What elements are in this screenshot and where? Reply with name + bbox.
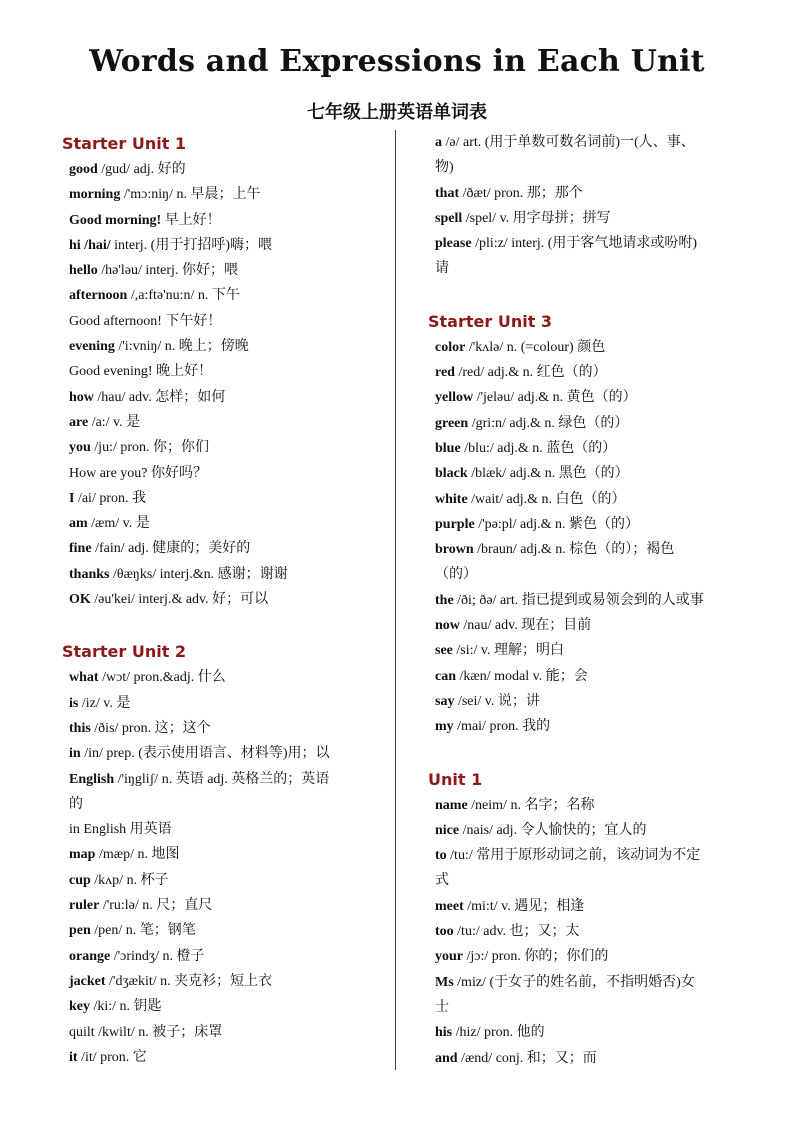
vocab-word: pen (69, 923, 91, 939)
vocab-entry (428, 385, 753, 410)
vocab-definition: 早上好！ (161, 212, 221, 228)
vocab-word: orange (69, 948, 111, 964)
vocab-definition: /spel/ v. 用字母拼；拼写 (462, 210, 611, 226)
vocab-entry (428, 1020, 753, 1045)
vocab-line (428, 256, 753, 281)
vocab-word: spell (435, 210, 463, 226)
vocab-word: OK (69, 592, 91, 608)
vocab-word: to (435, 848, 447, 864)
vocab-entry (62, 258, 384, 283)
vocab-definition: /jɔ:/ pron. 你的；你们的 (463, 949, 609, 965)
vocab-definition: /mæp/ n. 地图 (95, 847, 180, 863)
vocab-entry (62, 741, 384, 766)
vocab-entry (62, 893, 384, 918)
vocab-line (62, 792, 384, 817)
vocab-definition: /wait/ adj.& n. 白色（的） (467, 491, 626, 507)
vocab-line (62, 359, 384, 384)
vocab-definition: /wɔt/ pron.&adj. 什么 (98, 670, 226, 686)
unit-heading: Starter Unit 2 (62, 642, 187, 662)
vocab-definition: /gud/ adj. 好的 (97, 162, 186, 177)
vocab-definition: /nais/ adj. 令人愉快的；宜人的 (459, 822, 647, 838)
vocab-word: the (435, 592, 454, 608)
vocab-word: what (69, 670, 99, 686)
vocab-definition: /ju:/ pron. 你；你们 (90, 440, 210, 456)
vocab-definition: /,a:ftə'nu:n/ n. 下午 (127, 288, 240, 304)
vocab-word: a (435, 135, 442, 150)
vocab-entry (62, 716, 384, 741)
vocab-definition: /kæn/ modal v. 能；会 (456, 668, 588, 684)
vocab-word: afternoon (69, 288, 128, 304)
unit-heading: Unit 1 (428, 769, 483, 789)
vocab-word: blue (435, 440, 461, 456)
vocab-entry (428, 664, 753, 689)
vocab-entry (62, 208, 384, 233)
vocab-entry (428, 613, 753, 638)
vocab-definition: /'ɔrindʒ/ n. 橙子 (110, 948, 205, 964)
vocab-definition: /hiz/ pron. 他的 (452, 1025, 545, 1041)
vocab-entry (62, 842, 384, 867)
vocab-word: nice (435, 822, 460, 838)
vocab-definition: /'dʒækit/ n. 夹克衫；短上衣 (105, 973, 273, 989)
left-column (62, 130, 384, 1070)
vocab-word: hi /hai/ (69, 237, 111, 253)
vocab-word: this (69, 720, 91, 736)
vocab-word: I (69, 490, 75, 506)
vocab-entry (62, 435, 384, 460)
vocab-entry (62, 969, 384, 994)
vocab-definition: /ai/ pron. 我 (74, 490, 146, 506)
page-title: Words and Expressions in Each Unit (89, 44, 705, 79)
vocab-word: it (69, 1049, 78, 1065)
vocab-line (62, 817, 384, 842)
vocab-word: too (435, 924, 454, 940)
vocab-definition: /iz/ v. 是 (78, 695, 131, 711)
vocab-definition: /braun/ adj.& n. 棕色（的）；褐色 (473, 542, 675, 558)
vocab-entry (428, 1046, 753, 1071)
vocab-definition: /red/ adj.& n. 红色（的） (454, 365, 607, 381)
vocab-definition: /tu:/ 常用于原形动词之前，该动词为不定 (446, 848, 701, 864)
vocab-word: jacket (69, 973, 106, 989)
vocab-word: in (69, 746, 81, 762)
vocab-entry (428, 231, 753, 256)
vocab-line (62, 309, 384, 334)
vocab-definition: /tu:/ adv. 也；又；太 (453, 924, 580, 940)
vocab-entry (428, 638, 753, 663)
vocab-definition: /kʌp/ n. 杯子 (90, 872, 169, 888)
vocab-entry (428, 818, 753, 843)
vocab-word: white (435, 491, 468, 507)
vocab-definition: /'i:vniŋ/ n. 晚上；傍晚 (114, 339, 249, 355)
vocab-definition: /blæk/ adj.& n. 黑色（的） (467, 466, 629, 482)
vocab-entry (428, 130, 753, 155)
vocab-word: green (435, 415, 469, 431)
vocab-entry (62, 233, 384, 258)
vocab-word: are (69, 414, 89, 430)
vocab-word: black (435, 466, 468, 482)
vocab-text: Good afternoon! 下午好！ (69, 313, 222, 329)
vocab-line (428, 155, 753, 180)
vocab-word: fine (69, 541, 92, 557)
section-spacer (428, 282, 753, 308)
vocab-text: 式 (435, 873, 449, 889)
vocab-line (428, 995, 753, 1020)
vocab-entry (428, 206, 753, 231)
vocab-definition: /pen/ n. 笔；钢笔 (90, 923, 196, 939)
vocab-word: yellow (435, 390, 474, 406)
vocab-word: say (435, 693, 455, 709)
vocab-definition: /ðæt/ pron. 那；那个 (459, 185, 583, 201)
vocab-text: Good evening! 晚上好！ (69, 364, 213, 380)
vocab-text: 士 (435, 999, 449, 1015)
vocab-word: Ms (435, 974, 454, 990)
vocab-definition: /si:/ v. 理解；明白 (452, 643, 564, 659)
vocab-definition: interj. (用于打招呼)嗨；喂 (110, 237, 273, 253)
vocab-definition: /hə'ləu/ interj. 你好；喂 (97, 263, 238, 279)
vocab-word: hello (69, 263, 98, 279)
vocab-entry (62, 511, 384, 536)
vocab-word: please (435, 236, 472, 252)
vocab-definition: /gri:n/ adj.& n. 绿色（的） (468, 415, 629, 431)
vocab-definition: /θæŋks/ interj.&n. 感谢；谢谢 (109, 566, 288, 582)
vocab-entry (428, 588, 753, 613)
vocab-definition: /'pə:pl/ adj.& n. 紫色（的） (474, 516, 639, 532)
vocab-entry (428, 335, 753, 360)
right-column (428, 130, 753, 1071)
vocab-definition: /fain/ adj. 健康的；美好的 (91, 541, 251, 557)
vocab-word: now (435, 618, 460, 634)
vocab-text: （的） (435, 567, 477, 583)
vocab-definition: /ki:/ n. 钥匙 (90, 999, 162, 1015)
vocab-text: 的 (69, 796, 83, 812)
vocab-word: morning (69, 187, 121, 203)
vocab-definition: /əu'kei/ interj.& adv. 好；可以 (90, 592, 269, 608)
vocab-entry (62, 385, 384, 410)
vocab-entry (428, 411, 753, 436)
vocab-entry (428, 793, 753, 818)
vocab-entry (62, 410, 384, 435)
vocab-text: in English 用英语 (69, 822, 172, 838)
vocab-word: Good morning! (69, 212, 162, 228)
column-divider (395, 130, 396, 1070)
vocab-definition: /mai/ pron. 我的 (453, 719, 551, 735)
vocab-word: red (435, 365, 455, 381)
vocab-definition: /hau/ adv. 怎样；如何 (93, 389, 226, 405)
vocab-entry (428, 919, 753, 944)
vocab-line (428, 562, 753, 587)
section-spacer (62, 612, 384, 638)
vocab-entry (428, 714, 753, 739)
vocab-definition: /nau/ adv. 现在；目前 (459, 618, 592, 634)
vocab-definition: /'jeləu/ adj.& n. 黄色（的） (473, 390, 637, 406)
vocab-text: How are you? 你好吗？ (69, 465, 208, 481)
vocab-definition: /æm/ v. 是 (87, 516, 150, 532)
vocab-entry (428, 461, 753, 486)
vocab-text: 物) (435, 160, 454, 176)
vocab-entry (428, 944, 753, 969)
vocab-word: name (435, 797, 468, 813)
vocab-entry (62, 691, 384, 716)
vocab-entry (62, 486, 384, 511)
vocab-definition: /ðis/ pron. 这；这个 (90, 720, 211, 736)
vocab-entry (62, 334, 384, 359)
vocab-entry (62, 157, 384, 182)
vocab-word: map (69, 847, 96, 863)
vocab-line (62, 461, 384, 486)
vocab-definition: /sei/ v. 说；讲 (454, 693, 540, 709)
vocab-word: my (435, 719, 454, 735)
vocab-entry (428, 436, 753, 461)
vocab-entry (428, 894, 753, 919)
vocab-definition: /'iŋgliʃ/ n. 英语 adj. 英格兰的；英语 (114, 771, 330, 787)
vocab-line (62, 1020, 384, 1045)
vocab-text: quilt /kwilt/ n. 被子；床罩 (69, 1024, 223, 1040)
vocab-word: can (435, 668, 456, 684)
vocab-definition: /'kʌlə/ n. (=colour) 颜色 (465, 339, 606, 355)
vocab-text: 请 (435, 261, 449, 277)
vocab-definition: /a:/ v. 是 (88, 414, 141, 430)
vocab-entry (62, 536, 384, 561)
vocab-entry (62, 944, 384, 969)
vocab-word: that (435, 185, 460, 201)
vocab-entry (62, 665, 384, 690)
vocab-definition: /ə/ art. (用于单数可数名词前)一(人、事、 (442, 135, 695, 150)
vocab-word: is (69, 695, 79, 711)
vocab-definition: /neim/ n. 名字；名称 (467, 797, 595, 813)
vocab-entry (428, 181, 753, 206)
vocab-definition: /'ru:lə/ n. 尺；直尺 (99, 898, 213, 914)
vocab-word: and (435, 1050, 458, 1066)
vocab-entry (428, 537, 753, 562)
vocab-word: see (435, 643, 453, 659)
vocab-entry (62, 587, 384, 612)
vocab-word: how (69, 389, 94, 405)
vocab-entry (62, 562, 384, 587)
vocab-entry (428, 970, 753, 995)
vocab-word: your (435, 949, 463, 965)
vocab-word: ruler (69, 898, 100, 914)
unit-heading: Starter Unit 3 (428, 311, 553, 331)
vocab-word: you (69, 440, 91, 456)
vocab-entry (428, 843, 753, 868)
vocab-definition: /mi:t/ v. 遇见；相逢 (463, 898, 585, 914)
vocab-definition: /ænd/ conj. 和；又；而 (457, 1050, 597, 1066)
vocab-word: brown (435, 542, 474, 558)
vocab-word: purple (435, 516, 475, 532)
vocab-word: English (69, 771, 115, 787)
vocab-entry (62, 283, 384, 308)
vocab-word: his (435, 1025, 453, 1041)
vocab-word: evening (69, 339, 115, 355)
vocab-entry (62, 182, 384, 207)
vocab-entry (428, 689, 753, 714)
vocab-entry (62, 994, 384, 1019)
vocab-word: good (69, 162, 98, 177)
vocab-word: thanks (69, 566, 110, 582)
vocab-entry (428, 360, 753, 385)
vocab-word: key (69, 999, 90, 1015)
vocab-word: cup (69, 872, 91, 888)
vocab-definition: /in/ prep. (表示使用语言、材料等)用；以 (80, 746, 330, 762)
vocab-definition: /pli:z/ interj. (用于客气地请求或吩咐) (471, 236, 698, 252)
vocab-entry (62, 1045, 384, 1070)
vocab-entry (428, 512, 753, 537)
vocab-definition: /miz/ (于女子的姓名前，不指明婚否)女 (453, 974, 695, 990)
vocab-definition: /'mɔ:niŋ/ n. 早晨；上午 (120, 187, 261, 203)
vocab-entry (62, 918, 384, 943)
vocab-word: meet (435, 898, 464, 914)
vocab-word: am (69, 516, 88, 532)
vocab-entry (428, 487, 753, 512)
section-spacer (428, 740, 753, 766)
vocab-entry (62, 868, 384, 893)
unit-heading: Starter Unit 1 (62, 134, 187, 153)
vocab-definition: /it/ pron. 它 (77, 1049, 147, 1065)
vocab-word: color (435, 339, 466, 355)
vocab-definition: /blu:/ adj.& n. 蓝色（的） (460, 440, 617, 456)
vocab-entry (62, 767, 384, 792)
vocab-line (428, 868, 753, 893)
page-subtitle: 七年级上册英语单词表 (307, 102, 487, 123)
vocab-definition: /ði; ðə/ art. 指已提到或易领会到的人或事 (453, 592, 704, 608)
